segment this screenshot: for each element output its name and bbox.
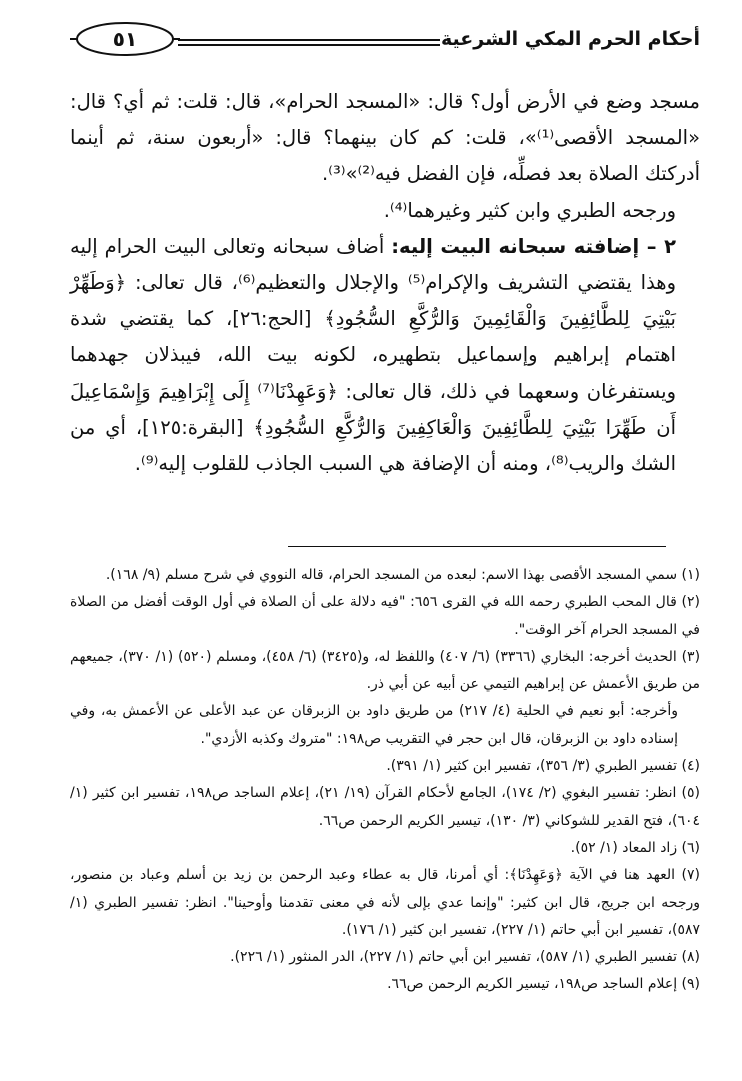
footnote-9: (٩) إعلام الساجد ص١٩٨، تيسير الكريم الرحمن ص٦٦. (387, 976, 700, 993)
footnote-7: (٧) العهد هنا في الآية ﴿وَعَهِدْنَا﴾: أي أمرنا، قال به عطاء وعبد الرحمن بن زيد بن أسلم وعباد بن منصور، ورجحه ابن جريج، قال ابن كثير: "وإنما عدي بإلى لأنه في معنى تقدمنا وأوحينا". انظر: تفسير الطبري (١/ ٥٨٧)، تفسير ابن أبي حاتم (١/ ٢٢٧)، تفسير ابن كثير (١/ ١٧٦). (70, 867, 700, 938)
footnote-1: (١) سمي المسجد الأقصى بهذا الاسم: لبعده من المسجد الحرام، قاله النووي في شرح مسلم (٩/ ١٦٨). (105, 567, 700, 583)
section-2-text: أضاف سبحانه وتعالى البيت الحرام إليه وهذا يقتضي التشريف والإكرام⁽⁵⁾ والإجلال والتعظيم⁽⁶⁾، قال تعالى: ﴿وَطَهِّرْ بَيْتِيَ لِلطَّائِفِينَ وَالْقَائِمِينَ وَالرُّكَّعِ السُّجُودِ﴾ [الحج:٢٦]، كما يقتضي شدة اهتمام إبراهيم وإسماعيل بتطهيره، لكونه بيت الله، فيبذلان جهدهما ويستفرغان وسعهما في ذلك، قال تعالى: ﴿وَعَهِدْنَا⁽⁷⁾ إِلَى إِبْرَاهِيمَ وَإِسْمَاعِيلَ أَن طَهِّرَا بَيْتِيَ لِلطَّائِفِينَ وَالْعَاكِفِينَ وَالرُّكَّعِ السُّجُودِ﴾ [البقرة:١٢٥]، أي من الشك والريب⁽⁸⁾، ومنه أن الإضافة هي السبب الجاذب للقلوب إليه⁽⁹⁾. (70, 234, 677, 476)
page-number-badge (70, 21, 180, 57)
footnote-8: (٨) تفسير الطبري (١/ ٥٨٧)، تفسير ابن أبي حاتم (١/ ٢٢٧)، الدر المنثور (١/ ٢٢٦). (230, 949, 700, 966)
footnote-3: (٣) الحديث أخرجه: البخاري (٣٣٦٦) (٦/ ٤٠٧) واللفظ له، و(٣٤٢٥) (٦/ ٤٥٨)، ومسلم (٥٢٠) (١/ ٣٧٠)، جميعهم من طريق الأعمش عن إبراهيم التيمي عن أبيه عن أبي ذر. (70, 648, 701, 693)
page-number: ٥١ (112, 27, 138, 51)
footnote-5: (٥) انظر: تفسير البغوي (٢/ ١٧٤)، الجامع لأحكام القرآن (١٩/ ٢١)، إعلام الساجد ص١٩٨، تفسير ابن كثير (١/ ٦٠٤)، فتح القدير للشوكاني (٣/ ١٣٠)، تيسير الكريم الرحمن ص٦٦. (70, 785, 701, 829)
footnote-2: (٢) قال المحب الطبري رحمه الله في القرى ٦٥٦: "فيه دلالة على أن الصلاة في أول الوقت أفضل من الصلاة في المسجد الحرام آخر الوقت". (70, 594, 700, 638)
footnote-6: (٦) زاد المعاد (١/ ٥٢). (570, 839, 700, 856)
footnote-4: (٤) تفسير الطبري (٣/ ٣٥٦)، تفسير ابن كثير (١/ ٣٩١). (386, 758, 700, 775)
paragraph-hadith: مسجد وضع في الأرض أول؟ قال: «المسجد الحرام»، قال: قلت: ثم أي؟ قال: «المسجد الأقصى⁽¹⁾»، قلت: كم كان بينهما؟ قال: «أربعون سنة، ثم أينما أدركتك الصلاة بعد فصلِّه، فإن الفضل فيه⁽²⁾»⁽³⁾. (70, 90, 701, 186)
footnote-divider (288, 546, 666, 547)
footnotes (70, 562, 700, 999)
footnote-3-continued: وأخرجه: أبو نعيم في الحلية (٤/ ٢١٧) من طريق داود بن الزبرقان عن عبد الأعلى عن الأعمش به، وفي إسناده داود بن الزبرقان، قال ابن حجر في التقريب ص١٩٨: "متروك وكذبه الأزدي". (70, 703, 679, 747)
main-text (70, 84, 700, 482)
header-rule-bottom (178, 44, 440, 46)
section-2-heading: ٢ – إضافته سبحانه البيت إليه: (391, 234, 677, 258)
header-rule-top (178, 39, 440, 41)
paragraph-tarjih: ورجحه الطبري وابن كثير وغيرهما⁽⁴⁾. (383, 198, 676, 222)
running-title: أحكام الحرم المكي الشرعية (441, 28, 700, 50)
paragraph-section-2 (70, 229, 700, 482)
page-header (70, 18, 700, 62)
